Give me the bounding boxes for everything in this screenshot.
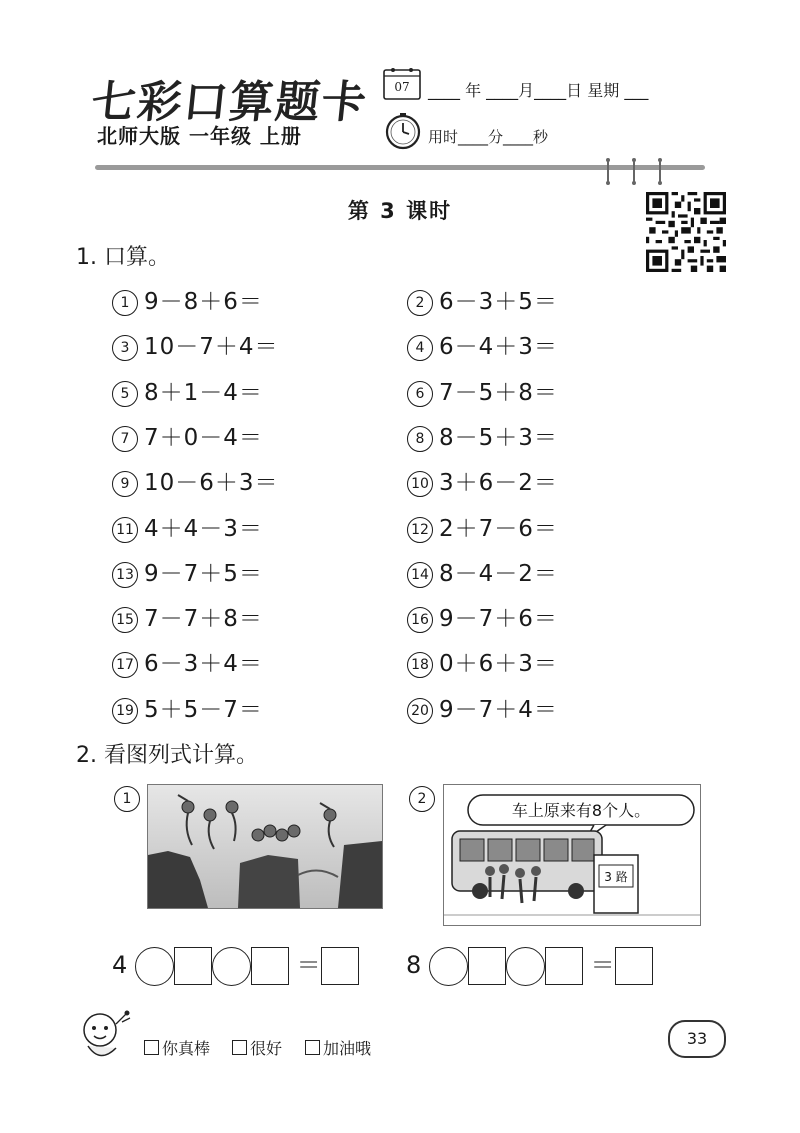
problem-item (407, 555, 558, 588)
problem-expression: 9－7＋5＝ (144, 560, 263, 587)
item-1-answer-row (112, 945, 359, 986)
problem-number: 6 (407, 381, 433, 407)
problem-number: 5 (112, 381, 138, 407)
problem-number: 20 (407, 698, 433, 724)
problem-item (112, 645, 263, 678)
operator-circle[interactable] (429, 947, 468, 986)
problem-expression: 7－7＋8＝ (144, 606, 263, 633)
monkeys-picture (147, 784, 383, 909)
result-box[interactable] (321, 947, 359, 985)
problem-expression: 4＋4－3＝ (144, 515, 263, 542)
problem-number: 1 (112, 290, 138, 316)
problem-expression: 6－3＋4＝ (144, 651, 263, 678)
time-line: 用时____分____秒 (428, 128, 549, 146)
problem-expression: 9－7＋6＝ (439, 606, 558, 633)
problem-number: 7 (112, 426, 138, 452)
lesson-title: 第 3 课时 (347, 199, 453, 223)
problem-number: 13 (112, 562, 138, 588)
problem-item (112, 555, 263, 588)
brand-title: 七彩口算题卡 (88, 77, 371, 128)
problem-item (112, 328, 279, 361)
problem-expression: 0＋6＋3＝ (439, 651, 558, 678)
rating-option-keep-going[interactable]: 加油哦 (305, 1036, 371, 1059)
number-box[interactable] (545, 947, 583, 985)
calendar-day: 07 (394, 80, 410, 94)
problem-expression: 8＋1－4＝ (144, 379, 263, 406)
checkbox-icon (144, 1040, 159, 1055)
problem-item (407, 464, 558, 497)
problem-expression: 5＋5－7＝ (144, 696, 263, 723)
problem-number: 4 (407, 335, 433, 361)
item-2-number: 2 (409, 786, 435, 812)
problem-number: 8 (407, 426, 433, 452)
problem-item (112, 510, 263, 543)
mascot-icon (72, 1004, 136, 1068)
problem-number: 15 (112, 607, 138, 633)
problem-expression: 8－5＋3＝ (439, 424, 558, 451)
problem-number: 18 (407, 652, 433, 678)
problem-item (407, 691, 558, 724)
qr-code-icon (646, 192, 726, 272)
problem-number: 9 (112, 471, 138, 497)
problem-expression: 7－5＋8＝ (439, 379, 558, 406)
problem-expression: 3＋6－2＝ (439, 470, 558, 497)
section-2-heading: 2. 看图列式计算。 (76, 743, 258, 768)
problem-number: 12 (407, 517, 433, 543)
rating-option-great[interactable]: 你真棒 (144, 1036, 210, 1059)
number-box[interactable] (251, 947, 289, 985)
result-box[interactable] (615, 947, 653, 985)
problem-item (112, 691, 263, 724)
item-1-number: 1 (114, 786, 140, 812)
problem-expression: 6－3＋5＝ (439, 289, 558, 315)
date-line: ____ 年 ____月____日 星期 ___ (428, 81, 649, 100)
problem-number: 16 (407, 607, 433, 633)
route-sign-text: 3 路 (604, 870, 628, 884)
bus-picture (443, 784, 701, 926)
page-number: 33 (668, 1020, 726, 1058)
section-1-heading: 1. 口算。 (76, 245, 170, 270)
equals-sign: ＝ (296, 951, 321, 979)
equals-sign: ＝ (590, 951, 615, 979)
rating-option-good[interactable]: 很好 (232, 1036, 282, 1059)
problem-number: 14 (407, 562, 433, 588)
clock-icon (383, 110, 423, 150)
checkbox-icon (232, 1040, 247, 1055)
problem-item (112, 283, 263, 316)
problem-item (112, 374, 263, 407)
problem-expression: 7＋0－4＝ (144, 424, 263, 451)
problem-item (407, 600, 558, 633)
problem-item (112, 600, 263, 633)
problem-item (407, 510, 558, 543)
problem-number: 10 (407, 471, 433, 497)
binder-rings-icon (598, 157, 668, 187)
number-box[interactable] (174, 947, 212, 985)
problem-number: 11 (112, 517, 138, 543)
checkbox-icon (305, 1040, 320, 1055)
operator-circle[interactable] (506, 947, 545, 986)
problem-expression: 8－4－2＝ (439, 560, 558, 587)
item-1-start-number: 4 (112, 951, 128, 979)
problem-expression: 10－7＋4＝ (144, 334, 279, 361)
speech-bubble-text: 车上原来有8个人。 (511, 801, 651, 820)
problem-expression: 6－4＋3＝ (439, 334, 558, 361)
problem-expression: 10－6＋3＝ (144, 470, 279, 497)
problem-item (112, 419, 263, 452)
edition-subtitle: 北师大版 一年级 上册 (97, 124, 302, 148)
problem-item (407, 645, 558, 678)
item-2-start-number: 8 (406, 951, 422, 979)
problem-number: 19 (112, 698, 138, 724)
problem-number: 2 (407, 290, 433, 316)
problem-expression: 9－7＋4＝ (439, 696, 558, 723)
problem-item (407, 419, 558, 452)
calendar-icon (383, 66, 421, 100)
problem-number: 3 (112, 335, 138, 361)
problem-item (407, 283, 558, 316)
problem-item (112, 464, 279, 497)
problem-expression: 9－8＋6＝ (144, 289, 263, 315)
problem-item (407, 374, 558, 407)
operator-circle[interactable] (135, 947, 174, 986)
problem-number: 17 (112, 652, 138, 678)
problem-item (407, 328, 558, 361)
item-2-answer-row (406, 945, 653, 986)
number-box[interactable] (468, 947, 506, 985)
problem-expression: 2＋7－6＝ (439, 515, 558, 542)
operator-circle[interactable] (212, 947, 251, 986)
